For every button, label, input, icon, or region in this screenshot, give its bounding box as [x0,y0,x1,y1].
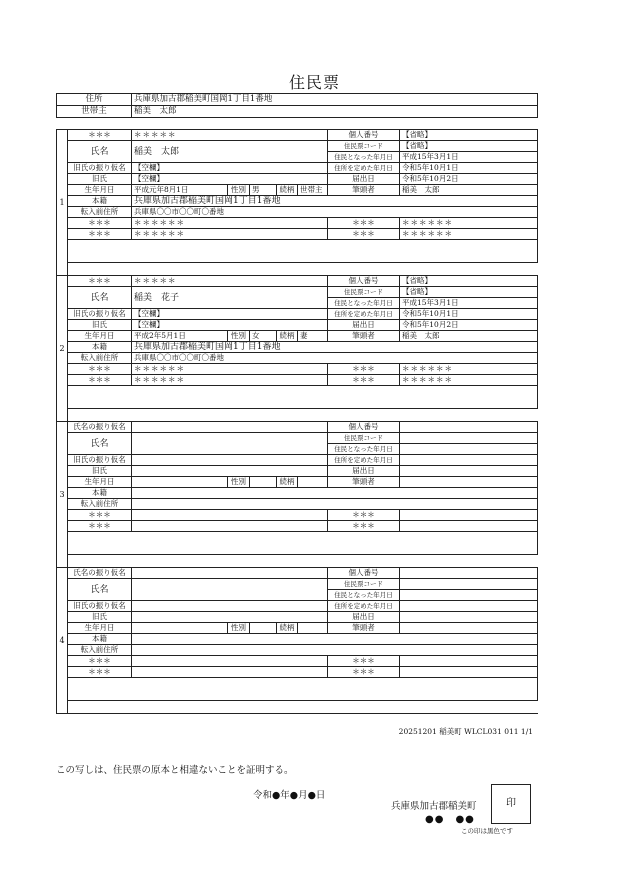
relation-label: 続柄 [277,331,298,342]
record-row [57,229,538,240]
extra1-value: ＊＊＊＊＊＊ [132,218,328,229]
record-row [57,612,538,623]
record-row [57,701,538,714]
record-number: 2 [57,276,68,422]
extra1r-label: ＊＊＊ [328,218,400,229]
furigana-label: ＊＊＊ [68,276,132,287]
extra2-label: ＊＊＊ [68,667,132,678]
record-row [57,422,538,433]
juki-code-label: 住民票コード [328,287,400,298]
prev-addr-label: 転入前住所 [68,645,132,656]
record-row [57,455,538,466]
addr-set-value: 令和5年10月1日 [400,163,538,174]
extra2-value: ＊＊＊＊＊＊ [132,229,328,240]
record-row [57,678,538,701]
record-row [57,375,538,386]
record-number: 3 [57,422,68,568]
section-gap [68,409,538,422]
juki-code-value [400,579,538,590]
sex-value [250,477,277,488]
sex-value: 男 [250,185,277,196]
old-name-value: 【空欄】 [132,320,328,331]
record-row [57,521,538,532]
furigana-value [132,568,328,579]
prev-addr-value: 兵庫県〇〇市〇〇町〇番地 [132,207,538,218]
birth-value: 平成元年8月1日 [132,185,228,196]
name-label: 氏名 [68,287,132,309]
hittosha-label: 筆頭者 [328,477,400,488]
householder-value: 稲美 太郎 [132,106,538,118]
old-name-value: 【空欄】 [132,174,328,185]
extra1-label: ＊＊＊ [68,364,132,375]
prev-addr-label: 転入前住所 [68,207,132,218]
honseki-value: 兵庫県加古郡稲美町国岡1丁目1番地 [132,342,538,353]
sex-label: 性別 [228,331,250,342]
old-name-label: 旧氏 [68,174,132,185]
became-resident-label: 住民となった年月日 [328,444,400,455]
kojin-label: 個人番号 [328,568,400,579]
sex-value [250,623,277,634]
old-name-label: 旧氏 [68,466,132,477]
old-name-value [132,466,328,477]
name-label: 氏名 [68,141,132,163]
extra2-label: ＊＊＊ [68,229,132,240]
extra1r-value: ＊＊＊＊＊＊ [400,364,538,375]
hittosha-label: 筆頭者 [328,331,400,342]
name-value [132,433,328,455]
record-row [57,433,538,444]
document-code: 20251201 稲美町 WLCL031 011 1/1 [398,727,533,736]
birth-label: 生年月日 [68,331,132,342]
blank-area [68,386,538,409]
extra1r-value: ＊＊＊＊＊＊ [400,218,538,229]
mayor-name: ●● ●● [425,814,475,825]
issuer-town: 兵庫県加古郡稲美町 [391,801,477,812]
became-resident-value: 平成15年3月1日 [400,298,538,309]
sex-value: 女 [250,331,277,342]
record-row [57,342,538,353]
hittosha-label: 筆頭者 [328,623,400,634]
addr-set-value [400,601,538,612]
prev-addr-label: 転入前住所 [68,353,132,364]
prev-addr-value [132,645,538,656]
extra2r-label: ＊＊＊ [328,667,400,678]
old-name-label: 旧氏 [68,612,132,623]
became-resident-value [400,444,538,455]
extra2r-label: ＊＊＊ [328,375,400,386]
extra2-label: ＊＊＊ [68,375,132,386]
honseki-value [132,488,538,499]
relation-label: 続柄 [277,477,298,488]
section-gap [68,263,538,276]
juki-code-label: 住民票コード [328,141,400,152]
old-furigana-value: 【空欄】 [132,309,328,320]
notified-value: 令和5年10月2日 [400,174,538,185]
old-name-value [132,612,328,623]
extra1-value: ＊＊＊＊＊＊ [132,364,328,375]
record-row [57,174,538,185]
record-row [57,499,538,510]
extra2r-value: ＊＊＊＊＊＊ [400,229,538,240]
record-row [57,667,538,678]
honseki-label: 本籍 [68,634,132,645]
notified-value: 令和5年10月2日 [400,320,538,331]
furigana-label: 氏名の振り仮名 [68,568,132,579]
became-resident-value [400,590,538,601]
record-row [57,386,538,409]
record-number: 1 [57,130,68,276]
record-row [57,409,538,422]
record-row [57,163,538,174]
kojin-value: 【省略】 [400,130,538,141]
record-row [57,331,538,342]
record-row [57,579,538,590]
furigana-value: ＊＊＊＊＊ [132,276,328,287]
addr-set-label: 住所を定めた年月日 [328,601,400,612]
extra1r-label: ＊＊＊ [328,510,400,521]
person-records-table [56,129,538,714]
honseki-label: 本籍 [68,488,132,499]
old-name-label: 旧氏 [68,320,132,331]
address-value: 兵庫県加古郡稲美町国岡1丁目1番地 [132,94,538,106]
juki-code-value: 【省略】 [400,141,538,152]
notified-label: 届出日 [328,174,400,185]
became-resident-value: 平成15年3月1日 [400,152,538,163]
addr-set-value [400,455,538,466]
name-value [132,579,328,601]
extra1r-label: ＊＊＊ [328,364,400,375]
record-row [57,466,538,477]
record-row [57,263,538,276]
hittosha-value: 稲美 太郎 [400,185,538,196]
record-row [57,623,538,634]
honseki-label: 本籍 [68,342,132,353]
record-number: 4 [57,568,68,714]
addr-set-value: 令和5年10月1日 [400,309,538,320]
name-value: 稲美 太郎 [132,141,328,163]
hittosha-value [400,623,538,634]
record-row [57,196,538,207]
prev-addr-label: 転入前住所 [68,499,132,510]
extra1-label: ＊＊＊ [68,656,132,667]
extra1r-value [400,656,538,667]
extra2r-value: ＊＊＊＊＊＊ [400,375,538,386]
relation-value: 世帯主 [298,185,328,196]
record-row [57,477,538,488]
record-row [57,634,538,645]
kojin-value [400,422,538,433]
furigana-label: ＊＊＊ [68,130,132,141]
record-row [57,141,538,152]
notified-value [400,612,538,623]
notified-value [400,466,538,477]
extra1-label: ＊＊＊ [68,218,132,229]
addr-set-label: 住所を定めた年月日 [328,309,400,320]
honseki-value [132,634,538,645]
record-row [57,130,538,141]
juki-code-label: 住民票コード [328,579,400,590]
furigana-label: 氏名の振り仮名 [68,422,132,433]
juki-code-value: 【省略】 [400,287,538,298]
householder-row [57,106,538,118]
seal-note: この印は黒色です [461,827,513,835]
section-gap [68,555,538,568]
extra2-value: ＊＊＊＊＊＊ [132,375,328,386]
addr-set-label: 住所を定めた年月日 [328,455,400,466]
record-row [57,555,538,568]
address-label: 住所 [57,94,132,106]
relation-value [298,477,328,488]
household-header-table [56,93,538,118]
hittosha-value: 稲美 太郎 [400,331,538,342]
birth-value [132,477,228,488]
notified-label: 届出日 [328,320,400,331]
became-resident-label: 住民となった年月日 [328,590,400,601]
extra2r-label: ＊＊＊ [328,521,400,532]
blank-area [68,240,538,263]
kojin-label: 個人番号 [328,130,400,141]
extra1-value [132,656,328,667]
extra2-value [132,667,328,678]
relation-value: 妻 [298,331,328,342]
hittosha-label: 筆頭者 [328,185,400,196]
birth-label: 生年月日 [68,185,132,196]
record-row [57,185,538,196]
record-row [57,309,538,320]
name-label: 氏名 [68,433,132,455]
old-furigana-value [132,455,328,466]
record-row [57,207,538,218]
certification-text: この写しは、住民票の原本と相違ないことを証明する。 [56,765,294,776]
old-furigana-value: 【空欄】 [132,163,328,174]
record-row [57,656,538,667]
honseki-value: 兵庫県加古郡稲美町国岡1丁目1番地 [132,196,538,207]
old-furigana-label: 旧氏の振り仮名 [68,455,132,466]
record-row [57,287,538,298]
notified-label: 届出日 [328,466,400,477]
prev-addr-value: 兵庫県〇〇市〇〇町〇番地 [132,353,538,364]
became-resident-label: 住民となった年月日 [328,298,400,309]
section-gap [68,701,538,714]
record-row [57,276,538,287]
extra2r-value [400,667,538,678]
record-row [57,568,538,579]
extra2-label: ＊＊＊ [68,521,132,532]
extra2r-label: ＊＊＊ [328,229,400,240]
record-row [57,353,538,364]
address-row [57,94,538,106]
relation-value [298,623,328,634]
name-value: 稲美 花子 [132,287,328,309]
extra1r-label: ＊＊＊ [328,656,400,667]
birth-label: 生年月日 [68,477,132,488]
juki-code-label: 住民票コード [328,433,400,444]
old-furigana-label: 旧氏の振り仮名 [68,309,132,320]
record-row [57,320,538,331]
furigana-value: ＊＊＊＊＊ [132,130,328,141]
birth-value: 平成2年5月1日 [132,331,228,342]
kojin-label: 個人番号 [328,276,400,287]
extra1r-value [400,510,538,521]
old-furigana-value [132,601,328,612]
hittosha-value [400,477,538,488]
extra2r-value [400,521,538,532]
relation-label: 続柄 [277,185,298,196]
honseki-label: 本籍 [68,196,132,207]
record-row [57,645,538,656]
blank-area [68,678,538,701]
name-label: 氏名 [68,579,132,601]
became-resident-label: 住民となった年月日 [328,152,400,163]
record-row [57,601,538,612]
relation-label: 続柄 [277,623,298,634]
record-row [57,510,538,521]
official-seal: 印 [491,784,531,824]
old-furigana-label: 旧氏の振り仮名 [68,163,132,174]
extra1-label: ＊＊＊ [68,510,132,521]
record-row [57,240,538,263]
kojin-label: 個人番号 [328,422,400,433]
issue-date: 令和●年●月●日 [253,790,326,801]
kojin-value: 【省略】 [400,276,538,287]
juki-code-value [400,433,538,444]
record-row [57,488,538,499]
sex-label: 性別 [228,477,250,488]
sex-label: 性別 [228,185,250,196]
kojin-value [400,568,538,579]
record-row [57,218,538,229]
notified-label: 届出日 [328,612,400,623]
extra1-value [132,510,328,521]
birth-value [132,623,228,634]
birth-label: 生年月日 [68,623,132,634]
extra2-value [132,521,328,532]
old-furigana-label: 旧氏の振り仮名 [68,601,132,612]
blank-area [68,532,538,555]
prev-addr-value [132,499,538,510]
addr-set-label: 住所を定めた年月日 [328,163,400,174]
sex-label: 性別 [228,623,250,634]
page-title: 住民票 [288,73,340,92]
record-row [57,532,538,555]
householder-label: 世帯主 [57,106,132,118]
record-row [57,364,538,375]
furigana-value [132,422,328,433]
